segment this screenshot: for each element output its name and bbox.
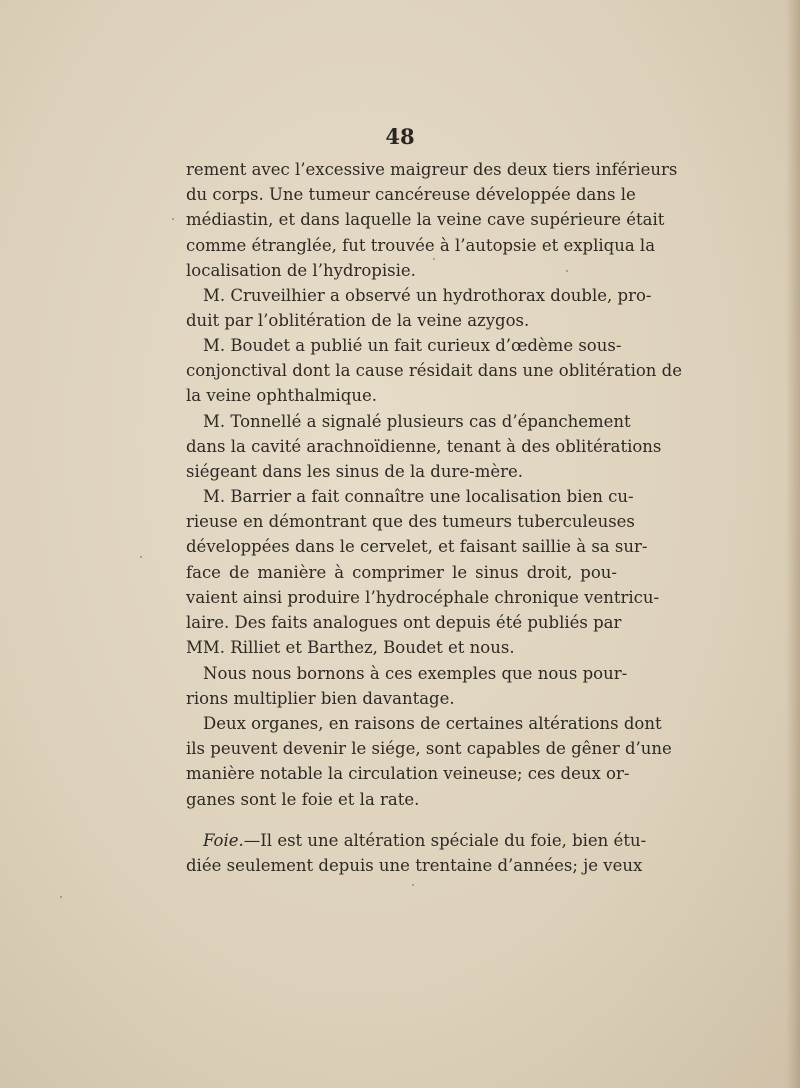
- paragraph-foie: [186, 828, 647, 878]
- text-line: M. Tonnellé a signalé plusieurs cas d’épanchement: [203, 412, 631, 431]
- text-line: M. Barrier a fait connaître une localisation bien cu-: [203, 487, 634, 506]
- text-fragment: —Il est une altération spéciale du foie, bien étu-: [243, 831, 647, 850]
- text-line: ganes sont le foie et la rate.: [186, 789, 420, 809]
- text-line: du corps. Une tumeur cancéreuse développée dans le: [186, 185, 636, 205]
- text-line: M. Boudet a publié un fait curieux d’œdème sous-: [203, 336, 622, 355]
- text-line: dans la cavité arachnoïdienne, tenant à des oblitérations: [186, 437, 662, 457]
- text-line: duit par l’oblitération de la veine azygos.: [186, 311, 530, 331]
- paragraph-exemples: [186, 661, 628, 711]
- text-line: face de manière à comprimer le sinus droit, pou-: [186, 562, 617, 582]
- text-line: MM. Rilliet et Barthez, Boudet et nous.: [186, 638, 515, 658]
- paragraph-boudet: [186, 333, 683, 409]
- text-line: rement avec l’excessive maigreur des deux tiers inférieurs: [186, 160, 678, 179]
- paragraph-organes: [186, 711, 672, 812]
- text-line: diée seulement depuis une trentaine d’années; je veux: [186, 856, 643, 876]
- paragraph-tonnelle: [186, 409, 662, 485]
- text-line: Deux organes, en raisons de certaines altérations dont: [203, 714, 662, 733]
- text-line: comme étranglée, fut trouvée à l’autopsie et expliqua la: [186, 235, 656, 255]
- text-line: siégeant dans les sinus de la dure-mère.: [186, 462, 524, 482]
- paragraph-barrier: [186, 484, 660, 660]
- paper-speck: [172, 218, 174, 220]
- text-line: laire. Des faits analogues ont depuis été publiés par: [186, 612, 622, 632]
- section-heading-foie: Foie.: [203, 831, 244, 850]
- page-edge-shadow: [786, 0, 800, 1088]
- text-line: manière notable la circulation veineuse; ces deux or-: [186, 764, 630, 784]
- text-line: conjonctival dont la cause résidait dans une oblitération de: [186, 361, 683, 381]
- text-line: ils peuvent devenir le siége, sont capables de gêner d’une: [186, 739, 672, 759]
- text-line: la veine ophthalmique.: [186, 386, 377, 406]
- paragraph-continuation: [186, 157, 678, 283]
- page-number: 48: [385, 124, 415, 149]
- text-line: développées dans le cervelet, et faisant saillie à sa sur-: [186, 537, 648, 557]
- text-line: M. Cruveilhier a observé un hydrothorax double, pro-: [203, 286, 652, 305]
- paper-speck: [140, 556, 142, 558]
- text-line: rieuse en démontrant que des tumeurs tuberculeuses: [186, 512, 635, 532]
- text-line: médiastin, et dans laquelle la veine cave supérieure était: [186, 210, 665, 230]
- text-line: rions multiplier bien davantage.: [186, 689, 455, 709]
- text-line: localisation de l’hydropisie.: [186, 260, 416, 280]
- text-line: Nous nous bornons à ces exemples que nous pour-: [203, 664, 628, 683]
- paragraph-cruveilhier: [186, 283, 652, 333]
- paper-speck: [60, 896, 62, 898]
- text-line: [186, 828, 647, 853]
- text-line: vaient ainsi produire l’hydrocéphale chronique ventricu-: [186, 587, 660, 607]
- paper-speck: [412, 884, 414, 886]
